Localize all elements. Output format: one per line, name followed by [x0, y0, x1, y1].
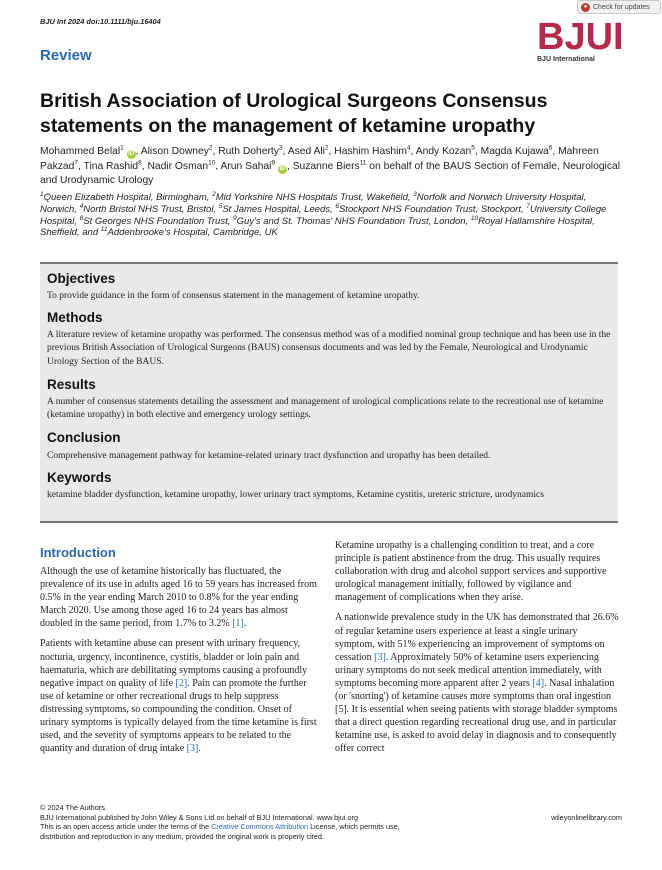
citation-link[interactable]: [1]: [232, 618, 244, 630]
publisher-line: BJU International published by John Wiley & Sons Ltd on behalf of BJU International. www.bjui.org: [40, 812, 358, 822]
citation-link[interactable]: [3]: [186, 743, 199, 755]
check-for-updates-button[interactable]: [577, 0, 661, 14]
license-link[interactable]: Creative Commons Attribution: [211, 822, 309, 832]
methods-text: A literature review of ketamine uropathy was performed. The consensus method was of a modified nominal group technique and has been use in the previous British Association of Urological Surgeons (BAUS) consensus documents and was led by the Female, Neurological and Urodynamic Urology Section of the BAUS.: [47, 330, 611, 367]
keywords-text: ketamine bladder dysfunction, ketamine uropathy, lower urinary tract symptoms, Ketamine cystitis, ureteric stricture, urodynamics: [47, 490, 544, 500]
left-column: [40, 565, 318, 762]
license-line: This is an open access article under the terms of the Creative Commons Attribution License, which permits use,: [40, 822, 400, 832]
author-1[interactable]: Mohammed Belal$^1$: [40, 144, 124, 157]
citation-link[interactable]: [2]: [175, 677, 188, 689]
right-column: [335, 539, 619, 763]
affiliations: $^1$Queen Elizabeth Hospital, Birmingham, $^2$Mid Yorkshire NHS Hospitals Trust, Wakefield, $^3$Norfolk and Norwich University Hospital, Norwich, $^4$North Bristol NHS Trust, Bristol, $^5$St James Hospital, Leeds, $^6$Stockport NHS Foundation Trust, Stockport, $^7$University College Hospital, $^8$St Georges NHS Foundation Trust, $^9$Guy's and St. Thomas' NHS Foundation Trust, London, $^{10}$Royal Hallamshire Hospital, Sheffield, and $^{11}$Addenbrooke's Hospital, Cambridge, UK: [40, 190, 607, 239]
keywords-heading: Keywords: [47, 470, 112, 485]
intro-paragraph-2: Patients with ketamine abuse can present with urinary frequency, nocturia, urgency, incontinence, cystitis, bladder or loin pain and haematuria, which are debilitating symptoms causing a profoundly negative impact on quality of life [2]. Pain can promote the further use of ketamine or other recreational drugs to help suppress distressing symptoms, so compounding the condition. Onset of urinary symptoms is typically delayed from the time ketamine is first used, and the severity of symptoms appears to be related to the quantity and duration of drug intake [3].: [40, 638, 317, 755]
license-line-2: distribution and reproduction in any medium, provided the original work is properly cited.: [40, 832, 324, 842]
orcid-icon[interactable]: iD: [279, 165, 286, 172]
author-2[interactable]: Alison Downey$^2$: [140, 144, 213, 157]
methods-heading: Methods: [47, 310, 103, 325]
orcid-icon[interactable]: iD: [128, 151, 135, 157]
copyright-line: © 2024 The Authors.: [40, 803, 107, 812]
conclusion-heading: Conclusion: [47, 430, 121, 445]
logo-text: BJUI: [537, 16, 624, 58]
author-11[interactable]: Arun Sahai$^9$: [220, 159, 276, 172]
objectives-text: To provide guidance in the form of consensus statement in the management of ketamine uropathy.: [47, 291, 420, 301]
intro-paragraph-4: A nationwide prevalence study in the UK has demonstrated that 26.6% of regular ketamine users experience at least a single urinary symptom, with 51% experiencing an improvement of symptoms on cessation [3]. Approximately 50% of ketamine users experiencing urinary symptoms do not seek medical attention immediately, with symptoms becoming more apparent after 2 years [4]. Nasal inhalation (or 'snorting') of ketamine causes more symptoms than oral ingestion [5]. It is essential when seeing patients with storage bladder symptoms that a direct question regarding recreational drug use, and in particular ketamine use, is asked to avoid delay in diagnosis and to consequently offer correct: [335, 612, 619, 755]
check-updates-label: Check for updates: [593, 3, 650, 11]
author-9[interactable]: Tina Rashid$^8$: [83, 159, 142, 172]
article-title: British Association of Urological Surgeons Consensus statements on the management of ketamine uropathy: [40, 90, 548, 137]
results-heading: Results: [47, 377, 96, 392]
author-10[interactable]: Nadir Osman$^{10}$: [147, 159, 216, 172]
citation-link[interactable]: [4]: [532, 677, 545, 689]
citation-link[interactable]: [3]: [374, 651, 386, 663]
authors-tail: on behalf of the BAUS Section of Female, Neurological and Urodynamic Urology: [40, 160, 620, 186]
author-7[interactable]: Magda Kujawa$^6$: [480, 144, 553, 157]
conclusion-text: Comprehensive management pathway for ketamine-related urinary tract dysfunction and uropathy has been detailed.: [47, 451, 491, 461]
wiley-link[interactable]: wileyonlinelibrary.com: [551, 813, 622, 822]
intro-paragraph-1: Although the use of ketamine historically has fluctuated, the prevalence of its use in adults aged 16 to 59 years has increased from 0.5% in the year ending March 2010 to 0.8% for the year ending March 2020. Use among those aged 16 to 24 years has almost doubled in the same period, from 1.7% to 3.2% [1].: [40, 566, 317, 630]
author-3[interactable]: Ruth Doherty$^3$: [218, 144, 283, 157]
section-label: Review: [40, 47, 92, 64]
introduction-heading: Introduction: [40, 545, 116, 560]
intro-paragraph-3: Ketamine uropathy is a challenging condition to treat, and a core principle is patient abstinence from the drug. This usually requires collaboration with drug and alcohol support services and supportive urological management initially, followed by vigilance and management of complications when they arise.: [335, 540, 607, 604]
journal-logo: [537, 16, 624, 67]
results-text: A number of consensus statements detailing the assessment and management of urological complications relate to the recreational use of ketamine (ketamine uropathy) in both elective and emergency urology settings.: [47, 397, 604, 421]
author-4[interactable]: Ased Ali$^2$: [287, 144, 329, 157]
running-head: BJU Int 2024 doi:10.1111/bju.16404: [40, 17, 161, 26]
author-12[interactable]: Suzanne Biers$^{11}$: [292, 159, 367, 172]
objectives-heading: Objectives: [47, 271, 116, 286]
author-5[interactable]: Hashim Hashim$^4$: [334, 144, 411, 157]
abstract-box: [40, 262, 618, 523]
author-list: Mohammed Belal$^1$ iD , Alison Downey$^2$, Ruth Doherty$^3$, Ased Ali$^2$, Hashim Hashim$^4$, Andy Kozan$^5$, Magda Kujawa$^6$, Mahreen Pakzad$^7$, Tina Rashid$^8$, Nadir Osman$^{10}$, Arun Sahai$^9$ iD , Suzanne Biers$^{11}$ on behalf of the BAUS Section of Female, Neurological and Urodynamic Urology: [40, 144, 620, 186]
author-8[interactable]: Mahreen Pakzad$^7$: [40, 146, 599, 172]
check-updates-icon: ●: [581, 3, 590, 12]
page-footer: [40, 803, 622, 842]
logo-subtitle: BJU International: [537, 56, 595, 63]
author-6[interactable]: Andy Kozan$^5$: [415, 144, 475, 157]
